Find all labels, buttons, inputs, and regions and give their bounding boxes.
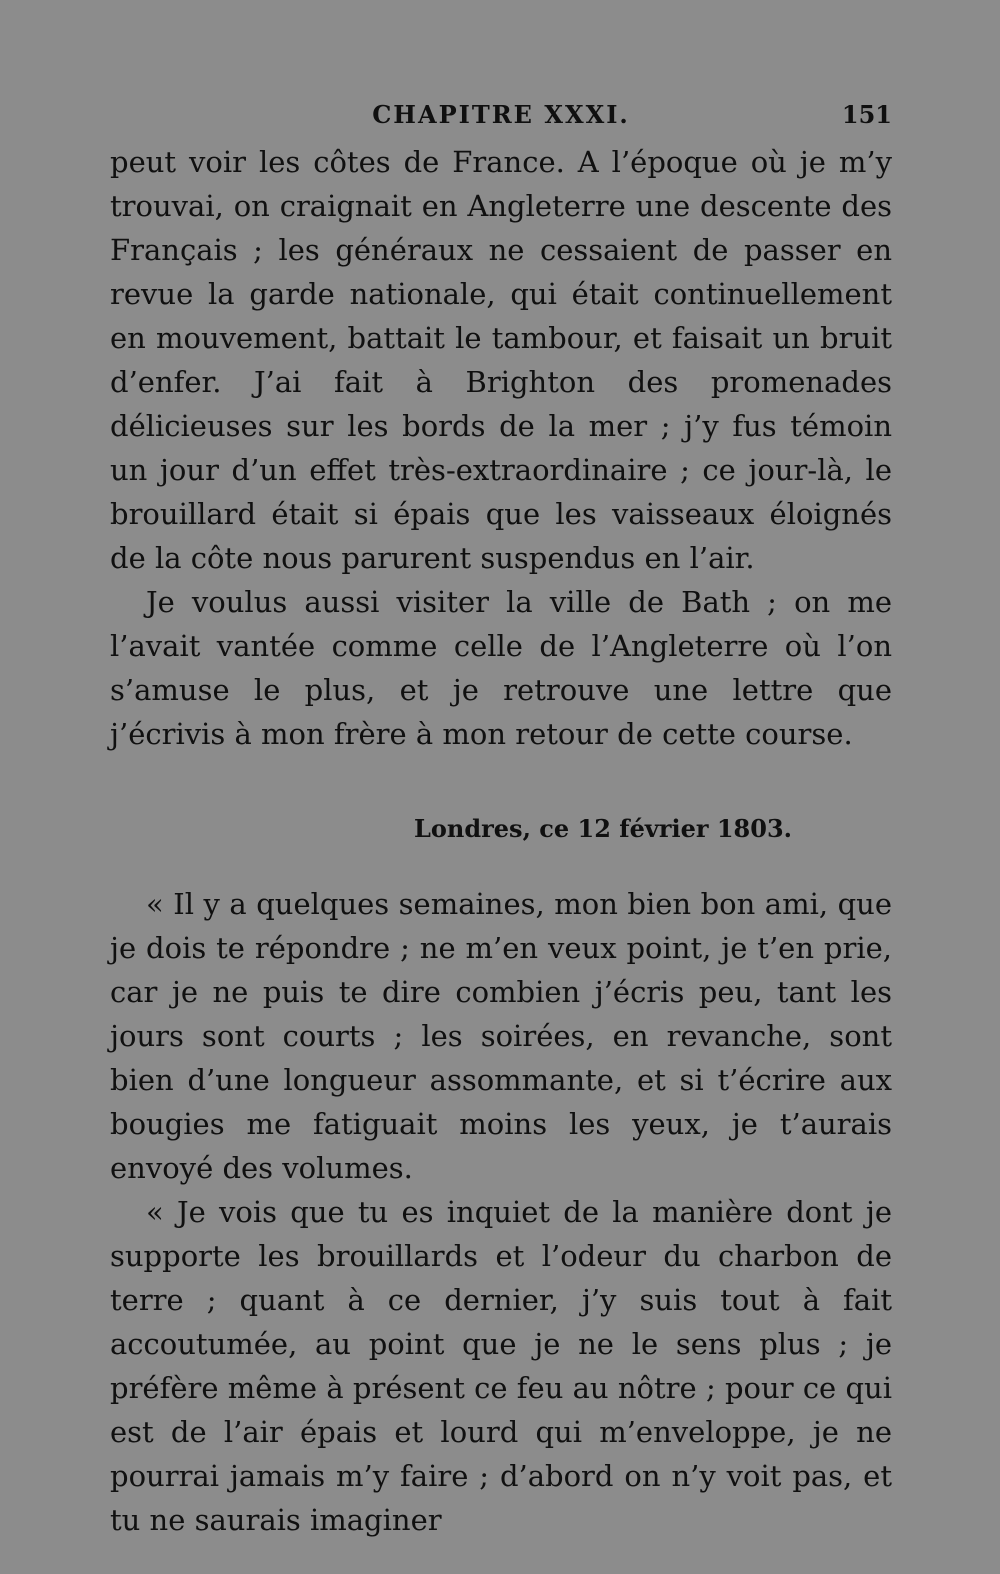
running-head	[110, 100, 892, 140]
page-number: 151	[841, 100, 892, 129]
letter-paragraph-1: « Il y a quelques semaines, mon bien bon ami, que je dois te répondre ; ne m’en veux point, je t’en prie, car je ne puis te dire combien j’écris peu, tant les jours sont courts ; les soirées, en revanche, sont bien d’une longueur assommante, et si t’écrire aux bougies me fatiguait moins les yeux, je t’aurais envoyé des volumes.	[110, 887, 892, 1185]
letter-paragraph-2: « Je vois que tu es inquiet de la manière dont je supporte les brouillards et l’odeur du charbon de terre ; quant à ce dernier, j’y suis tout à fait accoutumée, au point que je ne le sens plus ; je préfère même à présent ce feu au nôtre ; pour ce qui est de l’air épais et lourd qui m’enveloppe, je ne pourrai jamais m’y faire ; d’abord on n’y voit pas, et tu ne saurais imaginer	[110, 1195, 892, 1537]
letter-dateline: Londres, ce 12 février 1803.	[414, 814, 792, 843]
chapter-title: CHAPITRE XXXI.	[372, 100, 630, 129]
book-page	[110, 100, 892, 1542]
paragraph-bath-visit: Je voulus aussi visiter la ville de Bath ; on me l’avait vantée comme celle de l’Angleterre où l’on s’amuse le plus, et je retrouve une lettre que j’écrivis à mon frère à mon retour de cette course.	[110, 585, 892, 751]
paragraph-continuation: peut voir les côtes de France. A l’époque où je m’y trouvai, on craignait en Angleterre une descente des Français ; les généraux ne cessaient de passer en revue la garde nationale, qui était continuellement en mouvement, battait le tambour, et faisait un bruit d’enfer. J’ai fait à Brighton des promenades délicieuses sur les bords de la mer ; j’y fus témoin un jour d’un effet très-extraordinaire ; ce jour-là, le brouillard était si épais que les vaisseaux éloignés de la côte nous parurent suspendus en l’air.	[110, 145, 892, 575]
